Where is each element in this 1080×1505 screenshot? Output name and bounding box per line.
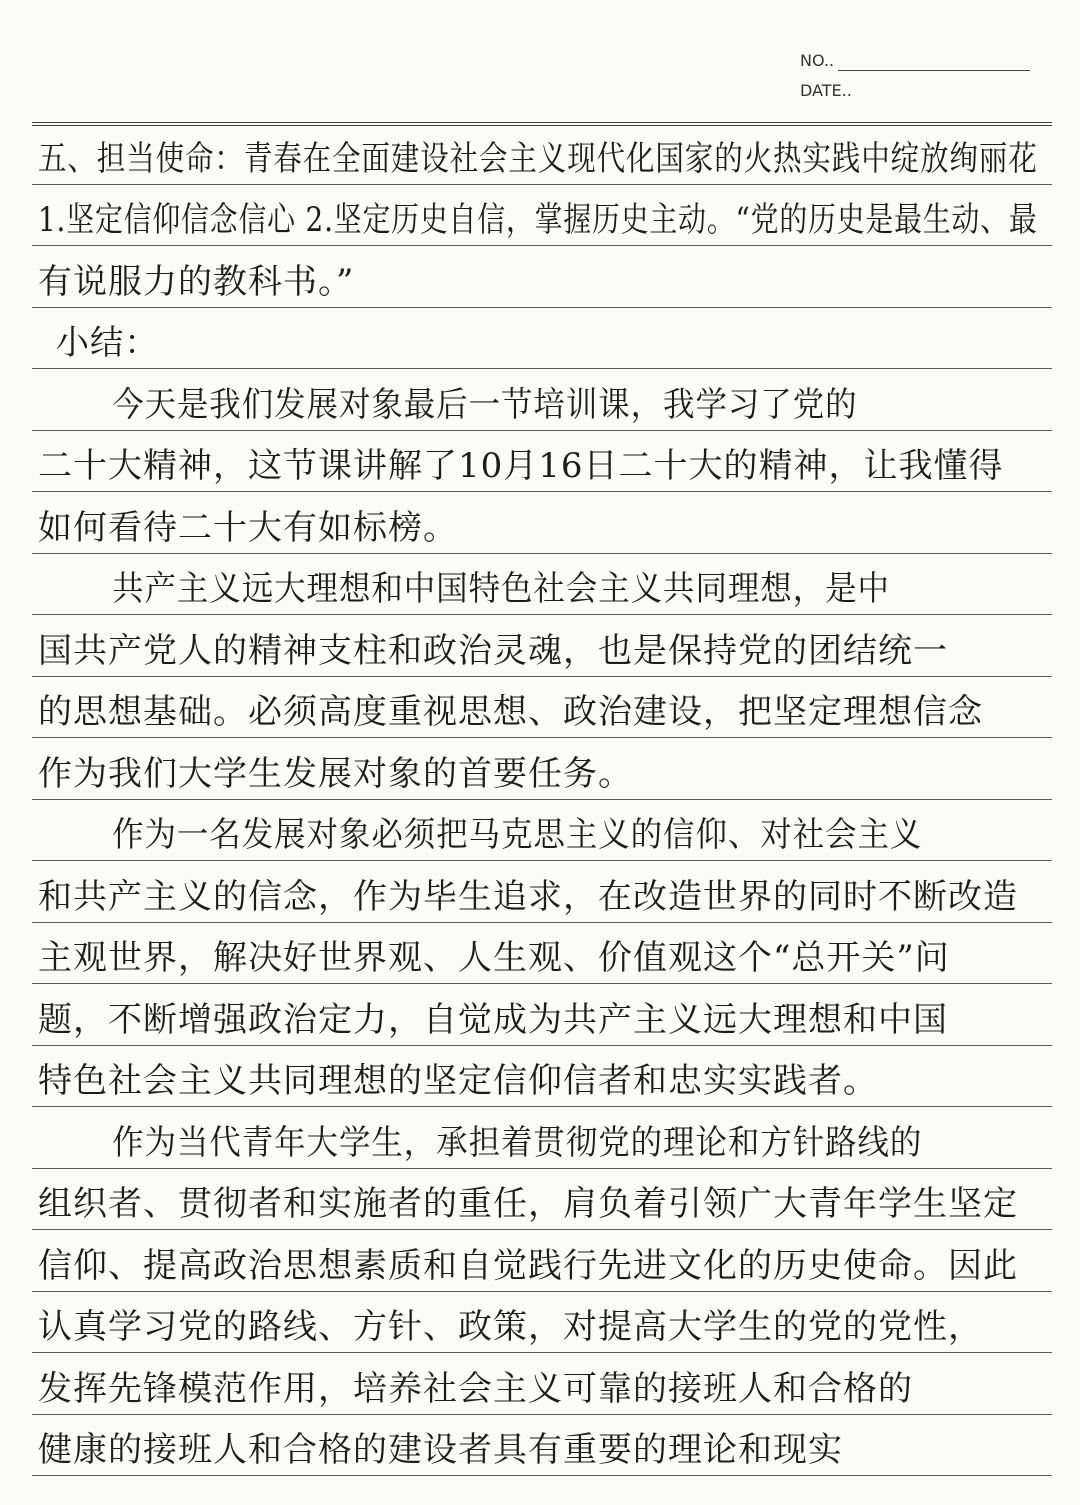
text-line: 共产主义远大理想和中国特色社会主义共同理想，是中 <box>112 569 890 609</box>
ruled-line <box>32 553 1052 554</box>
no-underline <box>838 70 1030 71</box>
ruled-line <box>32 368 1052 369</box>
text-line: 认真学习党的路线、方针、政策，对提高大学生的党的党性， <box>38 1307 983 1347</box>
no-label: NO.. <box>800 51 835 70</box>
ruled-line <box>32 1106 1052 1107</box>
text-line: 特色社会主义共同理想的坚定信仰信者和忠实实践者。 <box>38 1061 878 1101</box>
text-line: 今天是我们发展对象最后一节培训课，我学习了党的 <box>112 384 858 425</box>
ruled-line <box>32 922 1052 923</box>
ruled-line <box>32 737 1052 738</box>
ruled-line <box>32 676 1052 677</box>
date-label: DATE.. <box>800 81 852 100</box>
text-line: 信仰、提高政治思想素质和自觉践行先进文化的历史使命。因此 <box>38 1245 1018 1286</box>
no-field <box>800 48 1030 78</box>
text-line: 和共产主义的信念，作为毕生追求，在改造世界的同时不断改造 <box>38 876 1018 917</box>
text-line: 组织者、贯彻者和实施者的重任，肩负着引领广大青年学生坚定 <box>38 1184 1018 1224</box>
text-line: 二十大精神，这节课讲解了10月16日二十大的精神，让我懂得 <box>38 446 1004 486</box>
ruled-line <box>32 1414 1052 1415</box>
text-line: 作为当代青年大学生，承担着贯彻党的理论和方针路线的 <box>112 1122 923 1163</box>
text-line: 的思想基础。必须高度重视思想、政治建设，把坚定理想信念 <box>38 692 983 732</box>
summary-heading: 小结： <box>55 323 159 363</box>
ruled-line <box>32 1291 1052 1292</box>
ruled-line <box>32 1475 1052 1476</box>
text-line: 有说服力的教科书。” <box>38 261 355 302</box>
ruled-line <box>32 491 1052 492</box>
ruled-line <box>32 307 1052 308</box>
ruled-line <box>32 983 1052 984</box>
ruled-line <box>32 184 1052 185</box>
ruled-line <box>32 860 1052 861</box>
ruled-line <box>32 614 1052 615</box>
text-line: 1.坚定信仰信念信心 2.坚定历史自信，掌握历史主动。“党的历史是最生动、最 <box>38 200 1038 240</box>
text-line: 发挥先锋模范作用，培养社会主义可靠的接班人和合格的 <box>38 1368 913 1409</box>
text-line: 题，不断增强政治定力，自觉成为共产主义远大理想和中国 <box>38 999 948 1040</box>
ruled-line <box>32 1045 1052 1046</box>
date-field <box>800 78 1030 108</box>
text-line: 作为我们大学生发展对象的首要任务。 <box>38 753 633 794</box>
ruled-line <box>32 245 1052 246</box>
ruled-line <box>32 1352 1052 1353</box>
text-line: 国共产党人的精神支柱和政治灵魂，也是保持党的团结统一 <box>38 630 948 671</box>
ruled-line <box>32 430 1052 431</box>
page-header <box>800 48 1030 108</box>
top-rule <box>32 122 1052 126</box>
text-line: 主观世界，解决好世界观、人生观、价值观这个“总开关”问 <box>38 938 950 978</box>
text-line: 作为一名发展对象必须把马克思主义的信仰、对社会主义 <box>112 815 923 855</box>
ruled-line <box>32 1168 1052 1169</box>
text-line: 如何看待二十大有如标榜。 <box>38 507 458 548</box>
ruled-line <box>32 1229 1052 1230</box>
ruled-line <box>32 799 1052 800</box>
text-line: 健康的接班人和合格的建设者具有重要的理论和现实 <box>38 1430 843 1470</box>
text-line: 五、担当使命：青春在全面建设社会主义现代化国家的火热实践中绽放绚丽花 <box>38 138 1038 179</box>
